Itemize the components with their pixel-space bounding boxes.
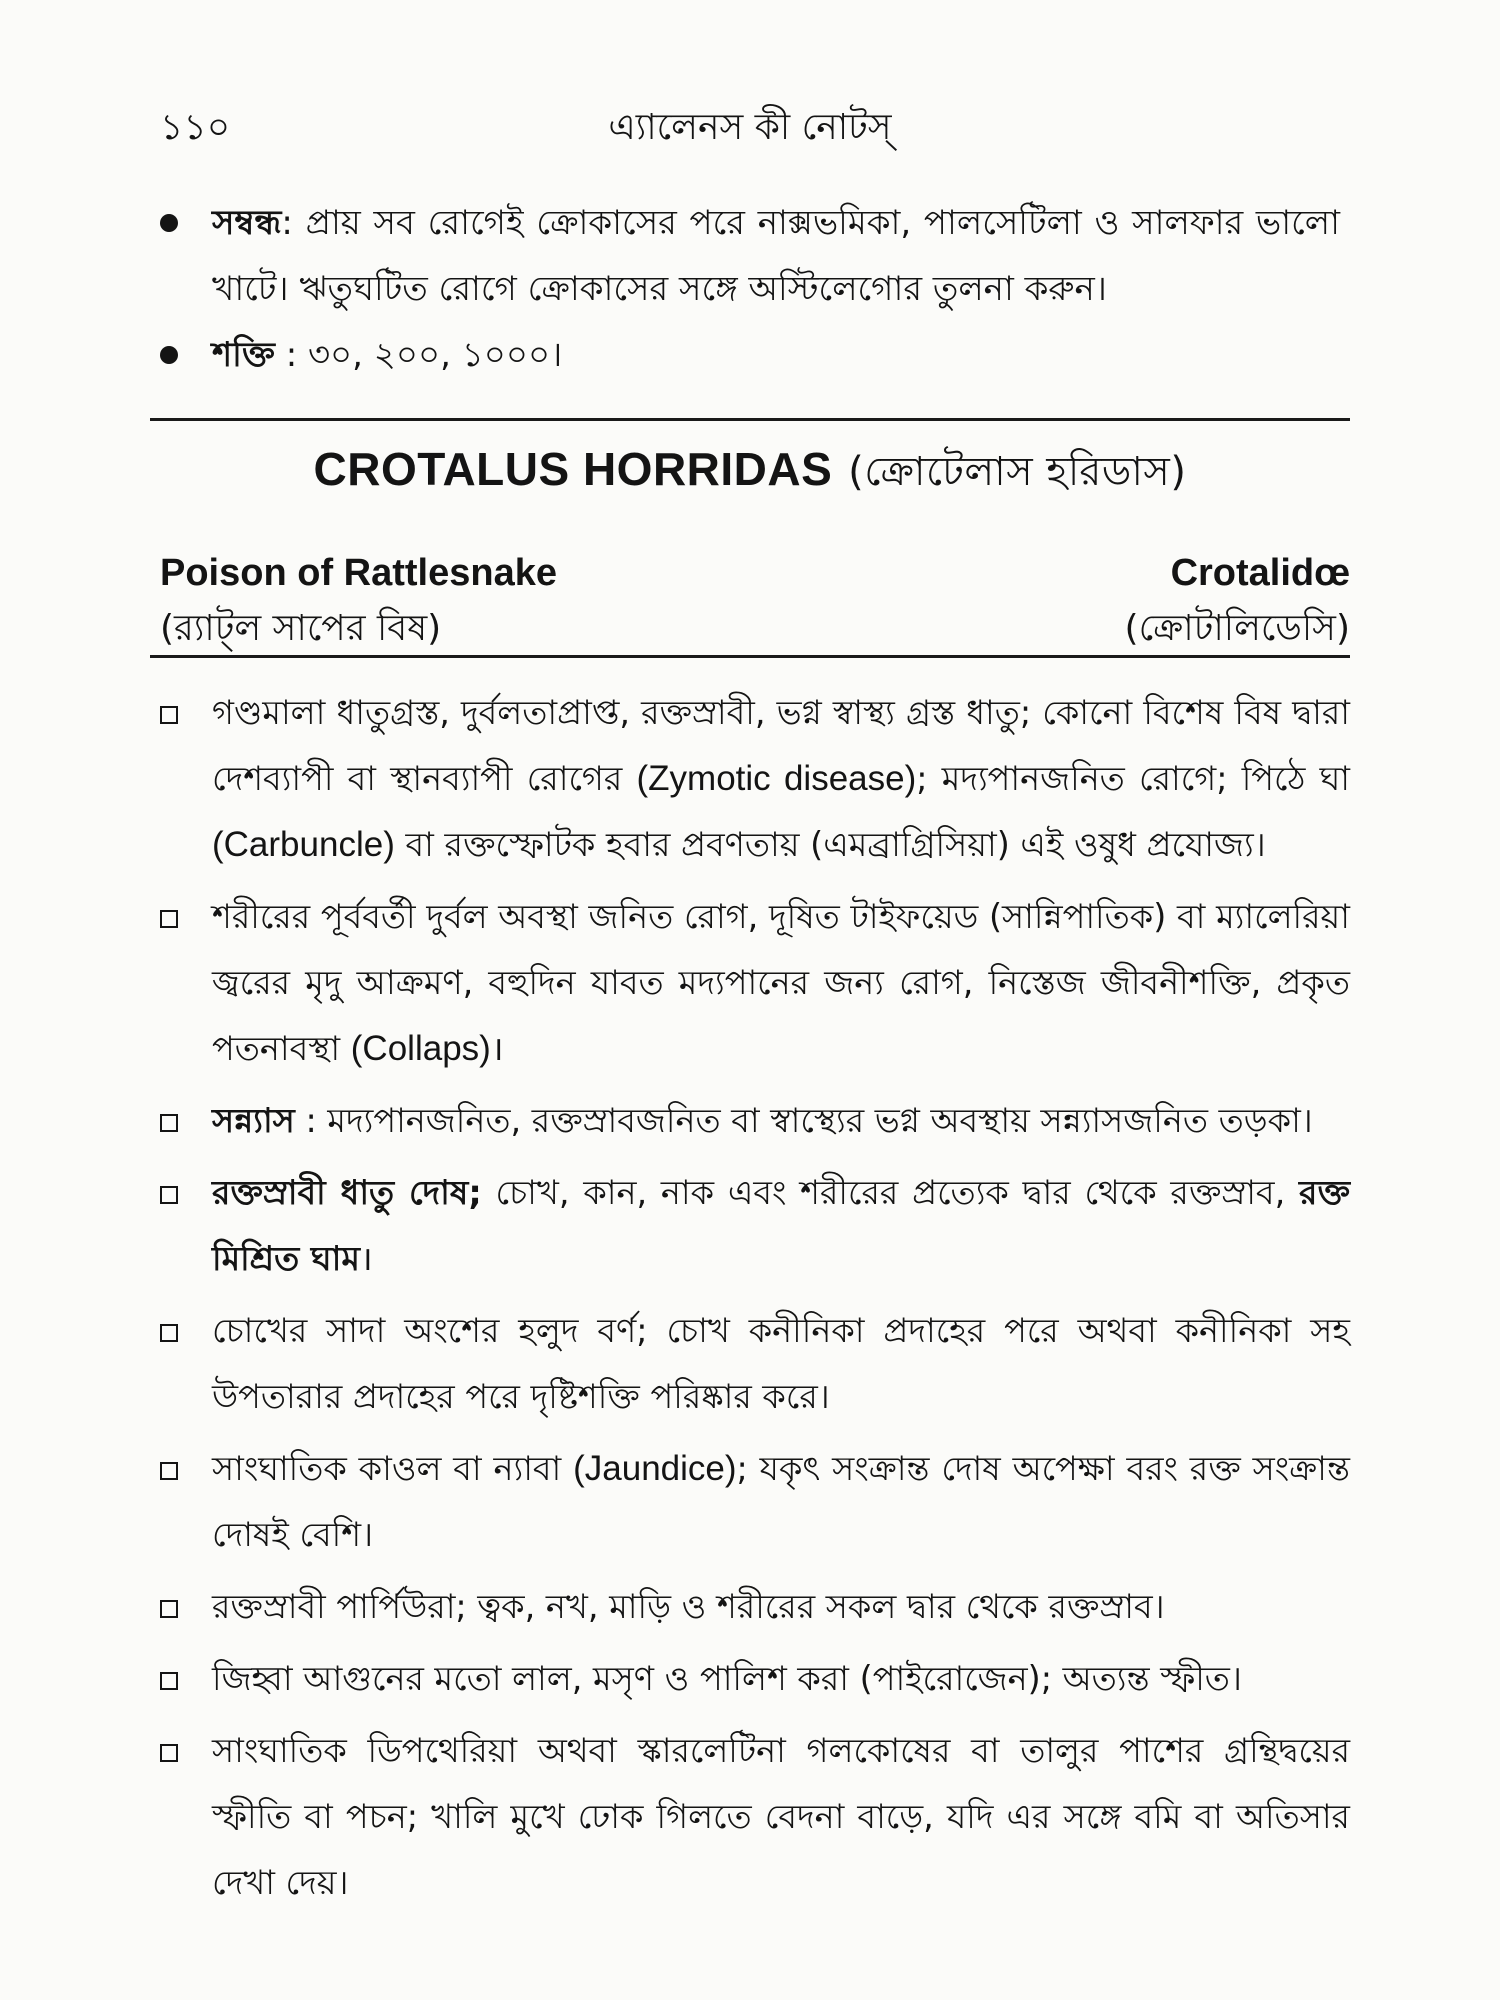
list-item: সাংঘাতিক কাওল বা ন্যাবা (Jaundice); যকৃৎ সংক্রান্ত দোষ অপেক্ষা বরং রক্ত সংক্রান্ত দোষই বেশি।	[160, 1436, 1350, 1568]
remedy-family	[1125, 545, 1350, 657]
source-english: Poison of Rattlesnake	[160, 552, 557, 594]
checkbox-square-icon	[160, 1324, 178, 1342]
list-item: রক্তস্রাবী ধাতু দোষ; চোখ, কান, নাক এবং শরীরের প্রত্যেক দ্বার থেকে রক্তস্রাব, রক্ত মিশ্রিত ঘাম।	[160, 1160, 1350, 1292]
list-item: শরীরের পূর্ববর্তী দুর্বল অবস্থা জনিত রোগ, দূষিত টাইফয়েড (সান্নিপাতিক) বা ম্যালেরিয়া জ্বরের মৃদু আক্রমণ, বহুদিন যাবত মদ্যপানের জন্য রোগ, নিস্তেজ জীবনীশক্তি, প্রকৃত পতনাবস্থা (Collaps)।	[160, 884, 1350, 1082]
bullet-icon	[160, 346, 178, 364]
checkbox-square-icon	[160, 1462, 178, 1480]
symptom-list	[160, 680, 1350, 1922]
list-item: রক্তস্রাবী পার্পিউরা; ত্বক, নখ, মাড়ি ও শরীরের সকল দ্বার থেকে রক্তস্রাব।	[160, 1574, 1350, 1640]
potency-text: : ৩০, ২০০, ১০০০।	[285, 335, 563, 375]
checkbox-square-icon	[160, 1672, 178, 1690]
relation-label: সম্বন্ধ	[212, 203, 282, 243]
remedy-name-bengali: (ক্রোটেলাস হরিডাস)	[848, 449, 1187, 495]
remedy-name: CROTALUS HORRIDAS	[313, 443, 833, 495]
relation-text: : প্রায় সব রোগেই ক্রোকাসের পরে নাক্সভমিকা, পালসেটিলা ও সালফার ভালো খাটে। ঋতুঘটিত রোগে ক্রোকাসের সঙ্গে অস্টিলেগোর তুলনা করুন।	[212, 203, 1340, 309]
checkbox-square-icon	[160, 706, 178, 724]
potency-label: শক্তি	[212, 335, 275, 375]
family-english: Crotalidœ	[1170, 552, 1350, 594]
checkbox-square-icon	[160, 1600, 178, 1618]
checkbox-square-icon	[160, 1744, 178, 1762]
potency-paragraph	[160, 322, 1340, 388]
remedy-source	[160, 545, 557, 657]
running-title: এ্যালেনস কী নোটস্	[608, 107, 892, 148]
section-divider-top	[150, 418, 1350, 421]
page-header	[160, 100, 1340, 160]
bullet-icon	[160, 214, 178, 232]
list-item: চোখের সাদা অংশের হলুদ বর্ণ; চোখ কনীনিকা প্রদাহের পরে অথবা কনীনিকা সহ উপতারার প্রদাহের পরে দৃষ্টিশক্তি পরিষ্কার করে।	[160, 1298, 1350, 1430]
list-item: সাংঘাতিক ডিপথেরিয়া অথবা স্কারলেটিনা গলকোষের বা তালুর পাশের গ্রন্থিদ্বয়ের স্ফীতি বা পচন; খালি মুখে ঢোক গিলতে বেদনা বাড়ে, যদি এর সঙ্গে বমি বা অতিসার দেখা দেয়।	[160, 1718, 1350, 1916]
list-item: জিহ্বা আগুনের মতো লাল, মসৃণ ও পালিশ করা (পাইরোজেন); অত্যন্ত স্ফীত।	[160, 1646, 1350, 1712]
checkbox-square-icon	[160, 1186, 178, 1204]
family-bengali: (ক্রোটালিডেসি)	[1124, 608, 1350, 649]
previous-entry	[160, 190, 1340, 388]
section-divider-bottom	[150, 655, 1350, 658]
page-number: ১১০	[160, 107, 231, 148]
list-item: গণ্ডমালা ধাতুগ্রস্ত, দুর্বলতাপ্রাপ্ত, রক্তস্রাবী, ভগ্ন স্বাস্থ্য গ্রস্ত ধাতু; কোনো বিশেষ বিষ দ্বারা দেশব্যাপী বা স্থানব্যাপী রোগের (Zymotic disease); মদ্যপানজনিত রোগে; পিঠে ঘা (Carbuncle) বা রক্তস্ফোটক হবার প্রবণতায় (এমব্রাগ্রিসিয়া) এই ওষুধ প্রযোজ্য।	[160, 680, 1350, 878]
list-item: সন্ন্যাস : মদ্যপানজনিত, রক্তস্রাবজনিত বা স্বাস্থ্যের ভগ্ন অবস্থায় সন্ন্যাসজনিত তড়কা।	[160, 1088, 1350, 1154]
relation-paragraph	[160, 190, 1340, 322]
checkbox-square-icon	[160, 1114, 178, 1132]
remedy-title	[150, 440, 1350, 507]
source-bengali: (র‍্যাট্‌ল সাপের বিষ)	[160, 608, 442, 649]
checkbox-square-icon	[160, 910, 178, 928]
